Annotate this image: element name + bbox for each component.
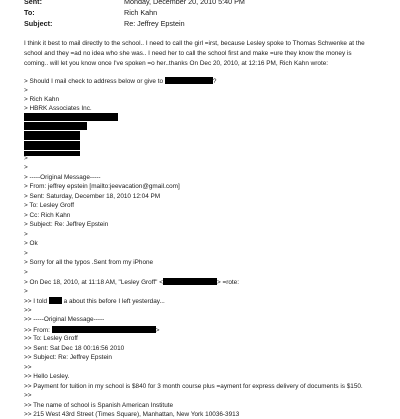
signature-company: > HBRK Associates Inc.: [24, 105, 92, 112]
body-line: >: [24, 288, 28, 295]
redaction-block: [24, 131, 80, 140]
quote-text: a about this before I left yesterday...: [63, 298, 165, 305]
quote-text: >> From:: [24, 327, 50, 334]
body-line: > Sorry for all the typos .Sent from my iPhone: [24, 259, 154, 266]
sent-row: [24, 0, 245, 6]
redaction-block: [52, 326, 156, 333]
body-line: >> 215 West 43rd Street (Times Square), Manhattan, New York 10036-3913: [24, 411, 240, 418]
body-line: >: [24, 269, 28, 276]
body-line: school and they =ad no idea who she was.. I need her to call the school first and make =ure they know the money is: [24, 50, 352, 57]
body-line: >>: [24, 392, 32, 399]
redaction-block: [24, 141, 80, 150]
to-row: [24, 8, 157, 17]
body-line: > Sent: Saturday, December 18, 2010 12:04 PM: [24, 193, 161, 200]
body-line: >: [24, 231, 28, 238]
body-line: > To: Lesley Groff: [24, 202, 75, 209]
redaction-block: [24, 151, 80, 156]
body-line: >: [24, 155, 28, 162]
quote-text: > On Dec 18, 2010, at 11:18 AM, "Lesley Groff" <: [24, 279, 163, 286]
quote-text: >> I told: [24, 298, 48, 305]
redaction-block: [165, 77, 213, 84]
body-line: I think it best to mail directly to the school.. I need to call the girl =irst, because Lesley spoke to Thomas Schwenke at the: [24, 40, 365, 47]
redaction-block: [163, 278, 217, 285]
quote-text: > =rote:: [216, 279, 239, 286]
body-line: >>: [24, 307, 32, 314]
body-line: [24, 297, 165, 306]
body-line: >: [24, 164, 28, 171]
body-line: >> Hello Lesley.: [24, 373, 70, 380]
body-line: > From: jeffrey epstein [mailto:jeevacation@gmail.com]: [24, 183, 180, 190]
body-line: > Ok: [24, 240, 38, 247]
body-line: > -----Original Message-----: [24, 174, 101, 181]
subject-label: Subject:: [24, 19, 53, 28]
subject-row: [24, 19, 185, 28]
body-line: >> Payment for tuition in my school is $840 for 3 month course plus =ayment for express delivery of documents is $150.: [24, 383, 363, 390]
sent-label: Sent:: [24, 0, 42, 6]
body-line: > Cc: Rich Kahn: [24, 212, 71, 219]
body-line: >> Subject: Re: Jeffrey Epstein: [24, 354, 112, 361]
quote-text: >: [155, 327, 160, 334]
body-line: > Subject: Re: Jeffrey Epstein: [24, 221, 109, 228]
body-line: [24, 77, 216, 86]
redaction-block: [24, 113, 118, 121]
to-label: To:: [24, 8, 35, 17]
quote-text: ?: [212, 78, 217, 85]
sent-value: Monday, December 20, 2010 5:40 PM: [124, 0, 245, 6]
body-line: >> To: Lesley Groff: [24, 335, 78, 342]
body-line: >> -----Original Message-----: [24, 316, 105, 323]
signature-name: > Rich Kahn: [24, 96, 59, 103]
body-line: [24, 278, 239, 287]
quote-text: > Should I mail check to address below or give to: [24, 78, 164, 85]
redaction-block: [49, 297, 62, 304]
subject-value: Re: Jeffrey Epstein: [124, 19, 185, 28]
redaction-block: [24, 122, 87, 130]
body-line: >> The name of school is Spanish American Institute: [24, 402, 174, 409]
body-line: coming.. will let you know once I've spoken =o her..thanks On Dec 20, 2010, at 12:16 PM, Rich Kahn wrote:: [24, 60, 329, 67]
body-line: >> Sent: Sat Dec 18 00:16:56 2010: [24, 345, 125, 352]
body-line: >>: [24, 364, 32, 371]
body-line: >: [24, 250, 28, 257]
body-line: >: [24, 87, 28, 94]
to-value: Rich Kahn: [124, 8, 158, 17]
body-line: [24, 326, 159, 335]
